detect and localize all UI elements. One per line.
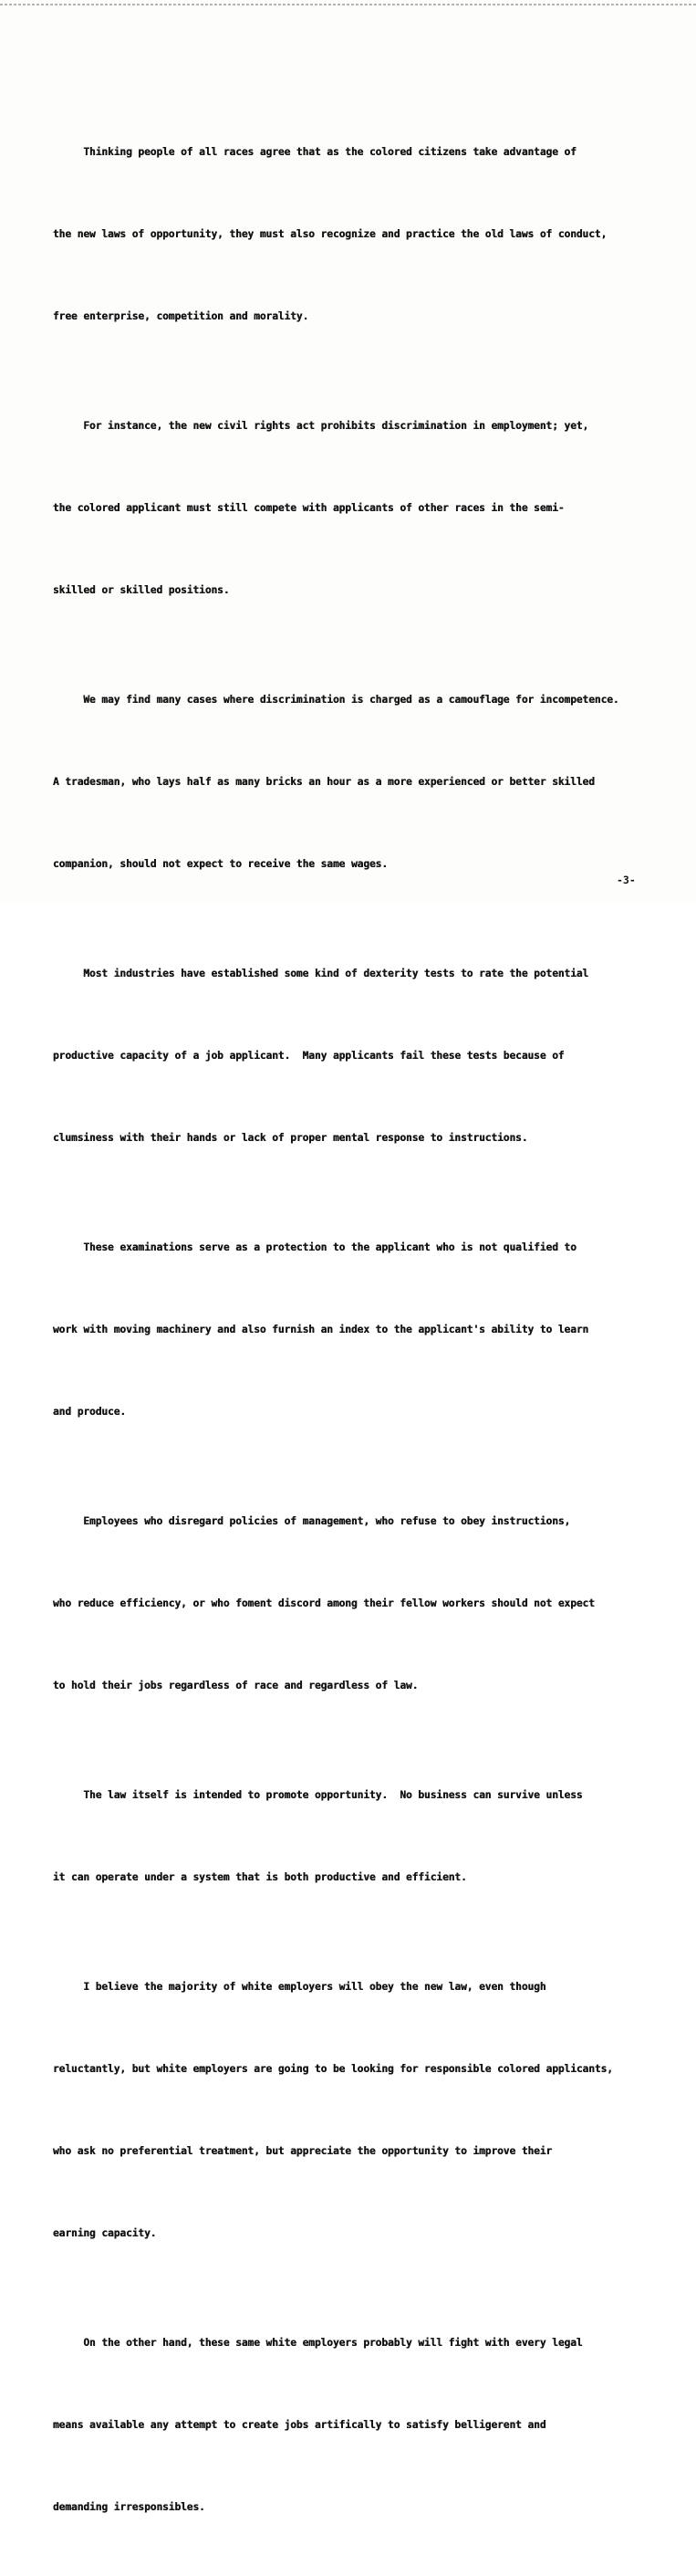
body-line: The law itself is intended to promote opportunity. No business can survive unless [53, 1789, 583, 1801]
body-line: Thinking people of all races agree that as the colored citizens take advantage of [53, 146, 577, 158]
body-line: These examinations serve as a protection to the applicant who is not qualified to [53, 1241, 577, 1253]
page-body-text [53, 84, 688, 2576]
body-line: Employees who disregard policies of management, who refuse to obey instructions, [53, 1515, 571, 1527]
body-line: reluctantly, but white employers are going to be looking for responsible colored applicants, [53, 2063, 613, 2075]
body-line: the colored applicant must still compete with applicants of other races in the semi- [53, 502, 565, 514]
body-line: For instance, the new civil rights act prohibits discrimination in employment; yet, [53, 420, 589, 432]
body-line: clumsiness with their hands or lack of proper mental response to instructions. [53, 1132, 528, 1144]
body-line: work with moving machinery and also furnish an index to the applicant's ability to learn [53, 1324, 589, 1335]
body-line: productive capacity of a job applicant. Many applicants fail these tests because of [53, 1050, 565, 1062]
body-line: earning capacity. [53, 2227, 157, 2239]
page-number: -3- [617, 874, 636, 886]
body-line: companion, should not expect to receive the same wages. [53, 858, 389, 870]
body-line: We may find many cases where discrimination is charged as a camouflage for incompetence. [53, 694, 619, 706]
body-line: means available any attempt to create jobs artifically to satisfy belligerent and [53, 2419, 546, 2431]
scan-edge-line [0, 4, 696, 5]
body-line: demanding irresponsibles. [53, 2501, 205, 2513]
body-line: Most industries have established some kind of dexterity tests to rate the potential [53, 968, 589, 979]
body-line: On the other hand, these same white employers probably will fight with every legal [53, 2337, 583, 2349]
body-line: free enterprise, competition and morality. [53, 310, 309, 322]
body-line: the new laws of opportunity, they must also recognize and practice the old laws of conduct, [53, 228, 608, 240]
body-line: I believe the majority of white employers will obey the new law, even though [53, 1981, 546, 1993]
body-line: it can operate under a system that is both productive and efficient. [53, 1871, 467, 1883]
body-line: A tradesman, who lays half as many bricks an hour as a more experienced or better skilled [53, 776, 595, 788]
body-line: who reduce efficiency, or who foment discord among their fellow workers should not expect [53, 1597, 595, 1609]
body-line: who ask no preferential treatment, but appreciate the opportunity to improve their [53, 2145, 553, 2157]
body-line: to hold their jobs regardless of race and regardless of law. [53, 1680, 419, 1691]
body-line: skilled or skilled positions. [53, 584, 230, 596]
body-line: and produce. [53, 1406, 127, 1418]
